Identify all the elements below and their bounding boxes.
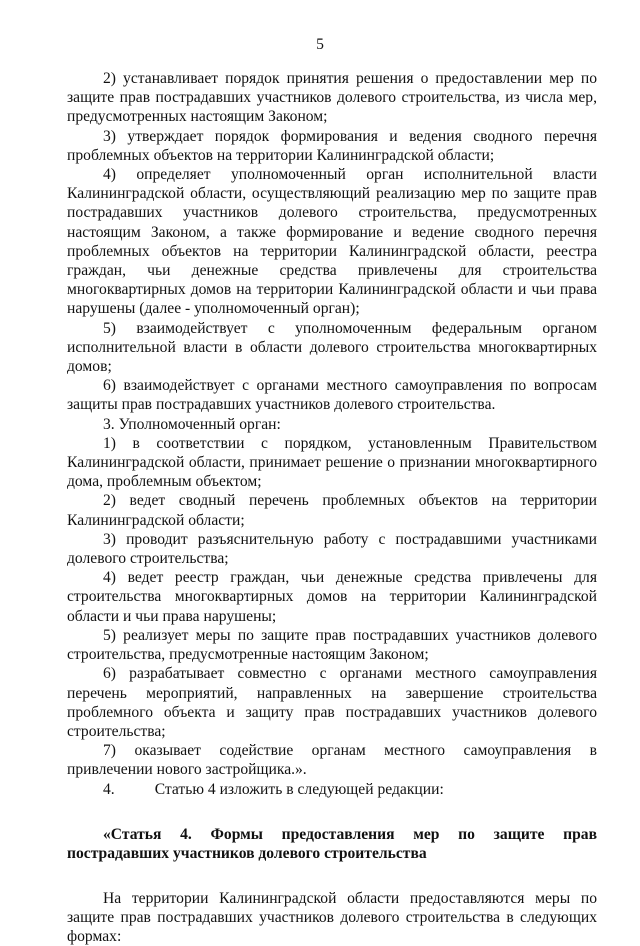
authority-item-7: 7) оказывает содействие органам местного самоуправления в привлечении нового застройщика.». (67, 742, 597, 779)
section-4-number: 4. (103, 780, 115, 798)
document-body (67, 69, 597, 946)
section-4-text: Статью 4 изложить в следующей редакции: (154, 780, 444, 798)
paragraph-item-4: 4) определяет уполномоченный орган исполнительной власти Калининградской области, осуществляющий реализацию мер по защите прав пострадавших участников долевого строительства, предусмотренных настоящим Законом, а также формирование и ведение сводного перечня проблемных объектов на территории Калининградской области, реестра граждан, чьи денежные средства привлечены для строительства многоквартирных домов на территории Калининградской области и чьи права нарушены (далее - уполномоченный орган); (67, 166, 597, 318)
authority-item-1: 1) в соответствии с порядком, установленным Правительством Калининградской области, принимает решение о признании многоквартирного дома, проблемным объектом; (67, 434, 597, 491)
authority-item-6: 6) разрабатывает совместно с органами местного самоуправления перечень мероприятий, направленных на завершение строительства проблемного объекта и защиту прав пострадавших участников долевого строительства; (67, 665, 597, 740)
closing-paragraph: На территории Калининградской области предоставляются меры по защите прав пострадавших участников долевого строительства в следующих формах: (67, 889, 597, 945)
paragraph-item-5: 5) взаимодействует с уполномоченным федеральным органом исполнительной власти в области долевого строительства многоквартирных домов; (67, 319, 597, 376)
paragraph-item-6: 6) взаимодействует с органами местного самоуправления по вопросам защиты прав пострадавших участников долевого строительства. (67, 377, 597, 414)
authority-item-3: 3) проводит разъяснительную работу с пострадавшими участниками долевого строительства; (67, 530, 597, 568)
paragraph-item-2: 2) устанавливает порядок принятия решения о предоставлении мер по защите прав пострадавших участников долевого строительства, из числа мер, предусмотренных настоящим Законом; (67, 70, 597, 126)
authority-item-4: 4) ведет реестр граждан, чьи денежные средства привлечены для строительства многоквартирных домов на территории Калининградской области и чьи права нарушены; (67, 569, 597, 625)
authority-item-5: 5) реализует меры по защите прав пострадавших участников долевого строительства, предусмотренные настоящим Законом; (67, 626, 597, 664)
section-4-instruction (67, 780, 597, 799)
paragraph-item-3: 3) утверждает порядок формирования и ведения сводного перечня проблемных объектов на территории Калининградской области; (67, 127, 597, 164)
section-3-intro: 3. Уполномоченный орган: (103, 415, 281, 433)
authority-item-2: 2) ведет сводный перечень проблемных объектов на территории Калининградской области; (67, 492, 597, 529)
page-number: 5 (316, 36, 324, 53)
article-4-heading: «Статья 4. Формы предоставления мер по защите прав пострадавших участников долевого строительства (67, 825, 597, 863)
